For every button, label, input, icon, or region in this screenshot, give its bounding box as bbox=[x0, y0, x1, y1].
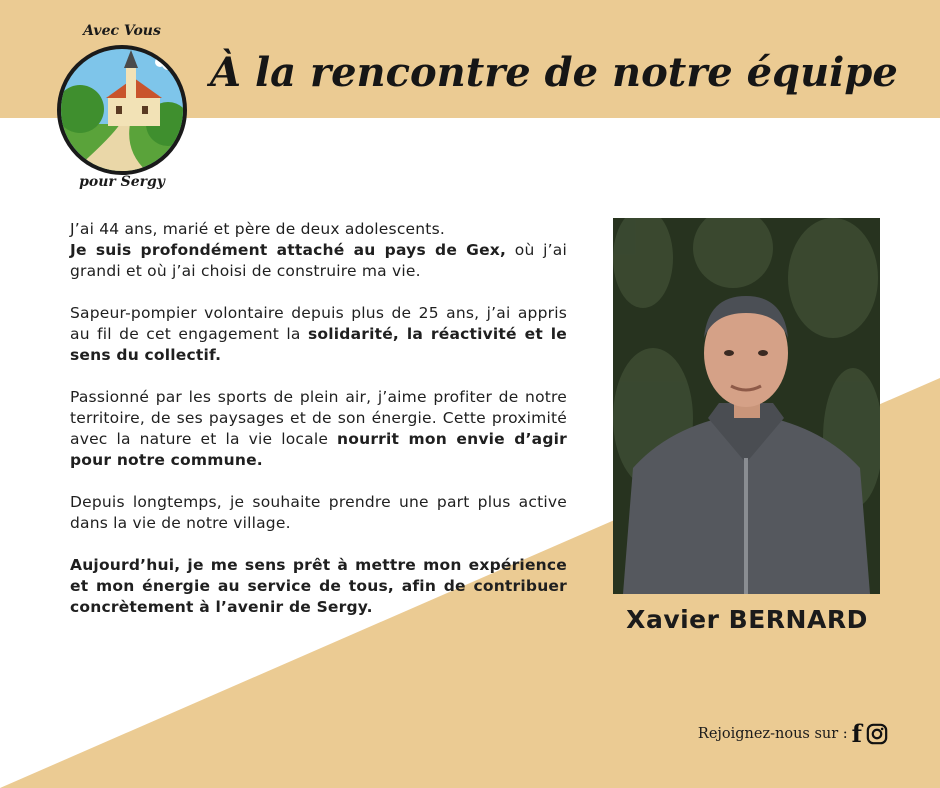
logo-bottom-text: pour Sergy bbox=[79, 174, 165, 190]
page-title: À la rencontre de notre équipe bbox=[210, 49, 898, 96]
portrait-photo bbox=[613, 218, 880, 594]
bio-p3-highlight: nourrit mon envie d’agir pour notre commune. bbox=[70, 430, 567, 469]
bio-paragraph-3 bbox=[70, 387, 567, 471]
person-name: Xavier BERNARD bbox=[626, 605, 868, 634]
bio-p3-text: Passionné par les sports de plein air, j’aime profiter de notre territoire, de ses paysages et de son énergie. Cette proximité avec la nature et la vie locale bbox=[70, 388, 567, 448]
bio-p2-highlight: solidarité, la réactivité et le sens du collectif. bbox=[70, 325, 567, 364]
bio-text bbox=[70, 219, 567, 639]
logo-top-text: Avec Vous bbox=[83, 23, 161, 39]
social-links bbox=[698, 720, 888, 748]
bio-p2-text: Sapeur-pompier volontaire depuis plus de 25 ans, j’ai appris au fil de cet engagement la bbox=[70, 304, 567, 343]
bio-paragraph-5 bbox=[70, 555, 567, 618]
bio-p5-highlight: Aujourd’hui, je me sens prêt à mettre mon expérience et mon énergie au service de tous, afin de contribuer concrètement à l’avenir de Sergy. bbox=[70, 556, 567, 616]
social-label: Rejoignez-nous sur : bbox=[697, 726, 848, 742]
logo-badge bbox=[50, 14, 200, 194]
bio-paragraph-2 bbox=[70, 303, 567, 366]
facebook-icon[interactable]: f bbox=[851, 719, 862, 748]
bio-p1-highlight: Je suis profondément attaché au pays de Gex, bbox=[70, 241, 507, 259]
bio-paragraph-1 bbox=[70, 219, 567, 282]
instagram-icon[interactable] bbox=[866, 723, 888, 745]
bio-p1-intro: J’ai 44 ans, marié et père de deux adolescents. bbox=[70, 220, 445, 238]
bio-p1-end: où j’ai grandi et où j’ai choisi de construire ma vie. bbox=[70, 241, 567, 280]
bio-paragraph-4: Depuis longtemps, je souhaite prendre une part plus active dans la vie de notre village. bbox=[70, 493, 567, 532]
